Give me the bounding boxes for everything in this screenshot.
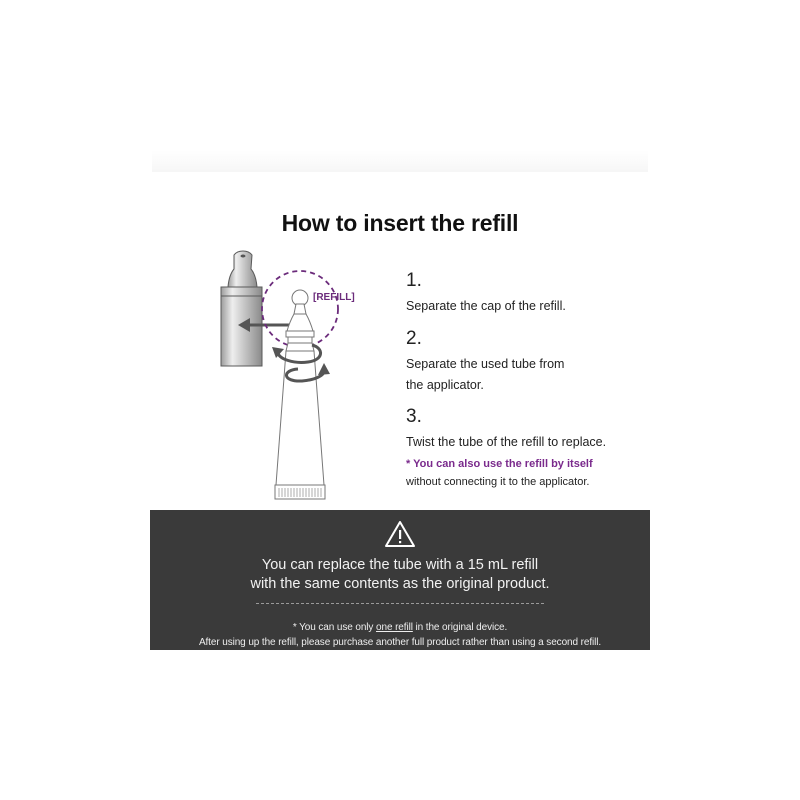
top-separator-band: [152, 150, 648, 172]
step-text: Twist the tube of the refill to replace.: [406, 435, 607, 449]
footnote-line-1: [150, 620, 650, 635]
refill-tag: [REFILL]: [313, 292, 355, 303]
warning-triangle-icon: [384, 520, 416, 548]
step-2: [406, 329, 564, 396]
step-3: [406, 407, 606, 453]
footnote-text: in the original device.: [412, 622, 508, 633]
footnote-underlined-text: one refill: [376, 622, 413, 633]
step-text-line: the applicator.: [406, 378, 484, 392]
notice-footnote: [150, 620, 650, 650]
note-lead: * You can also use the refill by itself: [406, 458, 593, 470]
notice-main-text: [150, 556, 650, 594]
notice-main-line: with the same contents as the original product.: [250, 576, 550, 592]
notice-panel: [150, 510, 650, 650]
applicator-icon: [221, 251, 262, 366]
page-title: How to insert the refill: [281, 210, 519, 236]
refill-illustration: [210, 245, 390, 505]
footnote-text: * You can use only: [292, 622, 377, 633]
step-number: 2.: [406, 328, 422, 349]
notice-main-line: You can replace the tube with a 15 mL refill: [261, 557, 539, 573]
step-text: Separate the cap of the refill.: [406, 299, 566, 313]
dashed-divider: [256, 603, 544, 604]
step-number: 1.: [406, 270, 422, 291]
note-text: without connecting it to the applicator.: [406, 476, 590, 488]
step-text-line: Separate the used tube from: [406, 357, 565, 371]
step-1: [406, 271, 566, 317]
footnote-line-2: After using up the refill, please purchase another full product rather than using a second refill.: [198, 637, 602, 648]
refill-tube-icon: [275, 290, 325, 499]
step-text: [406, 354, 564, 396]
step-number: 3.: [406, 406, 422, 427]
